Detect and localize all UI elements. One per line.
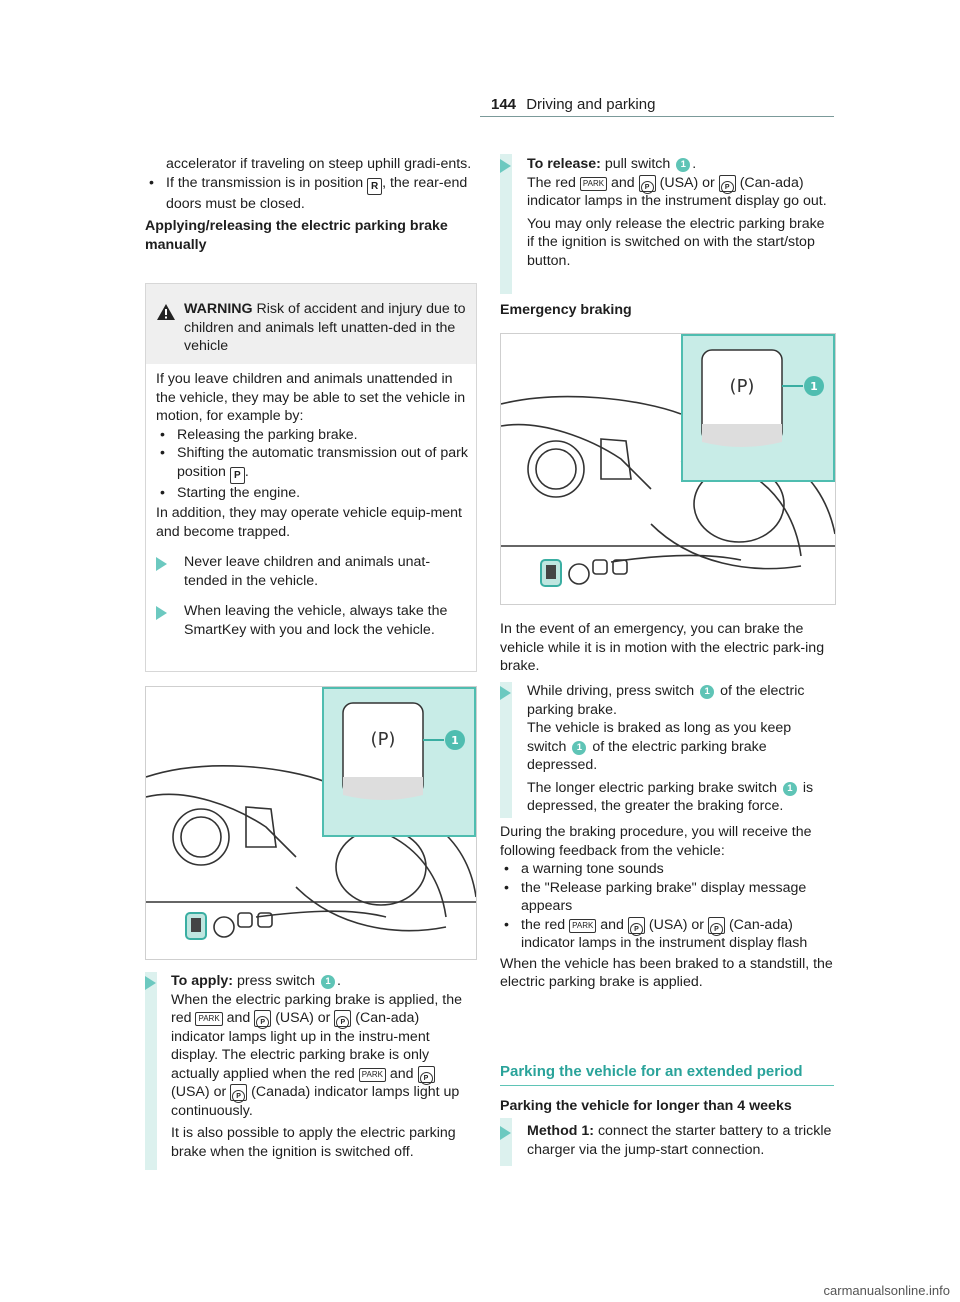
feedback-item: • a warning tone sounds xyxy=(500,860,834,879)
step-arrow-icon xyxy=(156,557,167,571)
emergency-intro: In the event of an emergency, you can brake the vehicle while it is in motion with the electric park-ing brake. xyxy=(500,621,825,674)
step-arrow-icon xyxy=(156,606,167,620)
watermark: carmanualsonline.info xyxy=(823,1283,950,1298)
apply-text: To apply: press switch 1 . When the electric parking brake is applied, the red PARK and P (USA) or P (Can-ada) indicator lamps light up in the instru-ment display. The electric parking brake is only actually applied when the red PARK and P (USA) or P (Canada) indicator lamps light up continuously. xyxy=(171,973,463,1119)
dashboard-illustration xyxy=(501,334,835,604)
method-text: Method 1: connect the starter battery to a trickle charger via the jump-start connection. xyxy=(527,1123,832,1158)
left-column xyxy=(145,155,475,254)
emergency-heading: Emergency braking xyxy=(500,302,632,318)
warning-item: • Shifting the automatic transmission out of park position P . xyxy=(156,444,468,484)
apply-step xyxy=(145,972,475,1161)
emergency-step-text: While driving, press switch 1 of the electric parking brake. The vehicle is braked as long as you keep switch 1 of the electric parking brake depressed. xyxy=(527,683,805,773)
warning-header xyxy=(146,284,476,364)
warning-body xyxy=(156,370,468,639)
callout-1-icon: 1 xyxy=(676,158,690,172)
header-rule xyxy=(480,116,834,117)
page-number: 144 xyxy=(491,96,517,113)
method-step xyxy=(500,1122,834,1159)
release-step xyxy=(500,155,834,270)
callout-1-icon: 1 xyxy=(700,685,714,699)
feedback-section xyxy=(500,823,834,992)
feedback-item: • the red PARK and P (USA) or P (Can-ada) indicator lamps in the instrument display flash xyxy=(500,916,834,953)
apply-note: It is also possible to apply the electric parking brake when the ignition is switched off. xyxy=(171,1125,456,1160)
step-arrow-icon xyxy=(500,1126,511,1140)
warning-icon xyxy=(156,303,176,325)
emergency-step xyxy=(500,682,834,816)
svg-text:1: 1 xyxy=(810,380,818,393)
svg-text:(P): (P) xyxy=(370,729,396,750)
warning-text: If you leave children and animals unattended in the vehicle, they may be able to set the vehicle in motion, for example by: xyxy=(156,371,466,424)
park-circle-icon: P xyxy=(628,917,645,934)
callout-1-icon: 1 xyxy=(321,975,335,989)
standstill-text: When the vehicle has been braked to a standstill, the electric parking brake is applied. xyxy=(500,955,833,990)
park-icon: PARK xyxy=(359,1068,386,1082)
park-circle-icon: P xyxy=(418,1066,435,1083)
park-icon: PARK xyxy=(569,919,596,933)
emergency-step-note: The longer electric parking brake switch 1 is depressed, the greater the braking force. xyxy=(527,779,814,814)
warning-title: WARNING Risk of accident and injury due to children and animals left unatten-ded in the vehicle xyxy=(184,301,466,354)
warning-text-2: In addition, they may operate vehicle equip-ment and become trapped. xyxy=(156,505,463,540)
section-title: Driving and parking xyxy=(526,96,656,113)
feedback-intro: During the braking procedure, you will receive the following feedback from the vehicle: xyxy=(500,824,812,859)
park-icon: PARK xyxy=(580,177,607,191)
step-arrow-icon xyxy=(500,159,511,173)
svg-text:1: 1 xyxy=(451,734,459,747)
park-circle-icon: P xyxy=(719,175,736,192)
park-circle-icon: P xyxy=(639,175,656,192)
park-icon: PARK xyxy=(195,1012,222,1026)
warning-step: When leaving the vehicle, always take the SmartKey with you and lock the vehicle. xyxy=(156,602,468,639)
park-circle-icon: P xyxy=(254,1010,271,1027)
bullet-transmission: • If the transmission is in position R , the rear-end doors must be closed. xyxy=(145,174,475,214)
step-arrow-icon xyxy=(145,976,156,990)
park-circle-icon: P xyxy=(230,1084,247,1101)
intro-text: accelerator if traveling on steep uphill gradi-ents. xyxy=(166,156,472,172)
extended-parking-title: Parking the vehicle for an extended period xyxy=(500,1063,803,1080)
key-r-icon: R xyxy=(367,178,382,195)
warning-step: Never leave children and animals unat-tended in the vehicle. xyxy=(156,553,468,590)
svg-text:(P): (P) xyxy=(729,376,755,397)
step-arrow-icon xyxy=(500,686,511,700)
page-header xyxy=(491,96,655,113)
long-parking-heading: Parking the vehicle for longer than 4 weeks xyxy=(500,1098,792,1114)
emergency-brake-figure xyxy=(500,333,836,605)
warning-item: • Releasing the parking brake. xyxy=(156,426,468,445)
parking-brake-figure xyxy=(145,686,477,960)
section-rule xyxy=(500,1085,834,1086)
park-circle-icon: P xyxy=(334,1010,351,1027)
key-p-icon: P xyxy=(230,467,245,484)
feedback-item: • the "Release parking brake" display message appears xyxy=(500,879,834,916)
warning-item: • Starting the engine. xyxy=(156,484,468,503)
dashboard-illustration xyxy=(146,687,476,959)
park-circle-icon: P xyxy=(708,917,725,934)
callout-1-icon: 1 xyxy=(572,741,586,755)
warning-box xyxy=(145,283,477,672)
apply-release-heading: Applying/releasing the electric parking brake manually xyxy=(145,218,448,253)
release-note: You may only release the electric parking brake if the ignition is switched on with the start/stop button. xyxy=(527,215,825,269)
callout-1-icon: 1 xyxy=(783,782,797,796)
release-text: To release: pull switch 1 . The red PARK and P (USA) or P (Can-ada) indicator lamps in the instrument display go out. xyxy=(527,156,827,209)
